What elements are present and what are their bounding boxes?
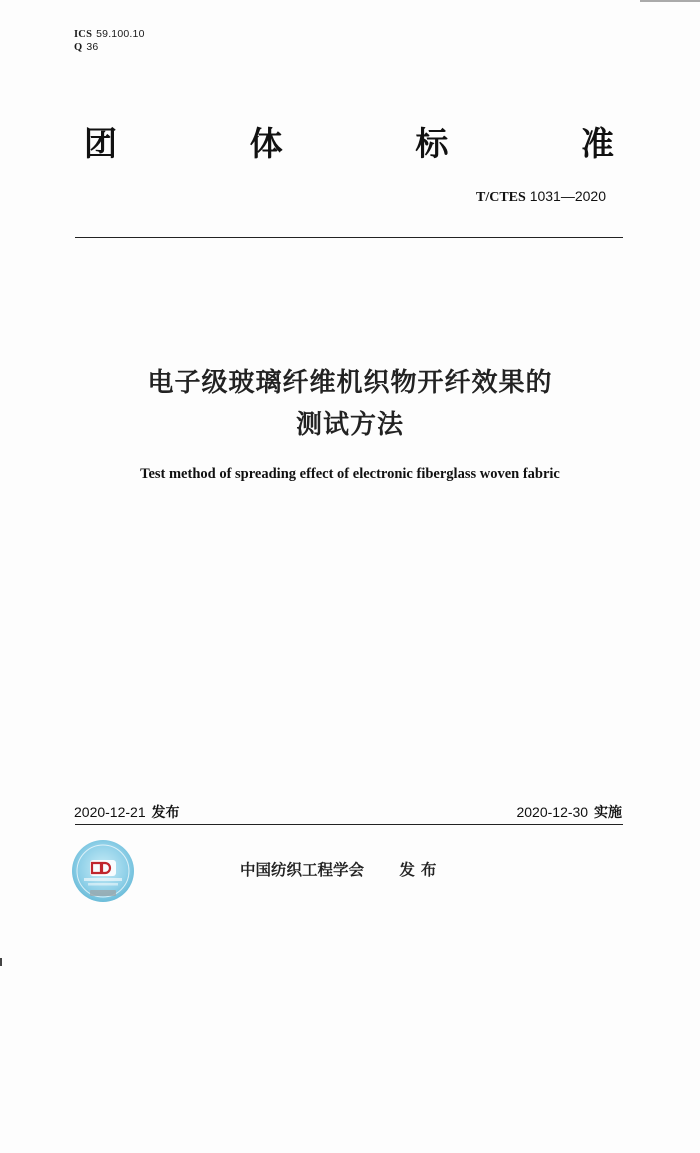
anti-counterfeit-seal-icon (70, 838, 136, 906)
scan-edge-mark (0, 958, 2, 966)
english-title: Test method of spreading effect of electronic fiberglass woven fabric (140, 466, 560, 482)
publisher (240, 858, 442, 880)
implementation-date-value: 2020-12-30 (516, 804, 589, 820)
ccs-label: Q (74, 42, 83, 53)
scan-corner-mark (640, 0, 700, 2)
heading-char-2: 体 (249, 124, 283, 163)
standard-number-prefix: T/CTES (476, 190, 526, 205)
publisher-name: 中国纺织工程学会 (240, 861, 365, 879)
implementation-date-label: 实施 (594, 805, 622, 821)
publisher-action: 发布 (399, 861, 443, 879)
standard-number (476, 188, 606, 206)
issue-date (74, 802, 180, 822)
ics-code (74, 28, 145, 41)
ics-label: ICS (74, 29, 93, 40)
issue-date-label: 发布 (151, 805, 180, 821)
heading-char-1: 团 (84, 124, 117, 163)
heading-char-4: 准 (580, 124, 614, 163)
standard-type-heading (84, 122, 614, 166)
ccs-code (74, 41, 145, 54)
chinese-title-line-1: 电子级玻璃纤维机织物开纤效果的 (147, 368, 553, 398)
ccs-value: 36 (86, 41, 99, 53)
heading-char-3: 标 (415, 124, 449, 163)
implementation-date (516, 802, 622, 822)
ics-value: 59.100.10 (96, 28, 145, 40)
classification-codes (74, 28, 145, 54)
chinese-title (0, 362, 700, 446)
standard-number-code: 1031—2020 (529, 188, 606, 204)
issue-date-value: 2020-12-21 (74, 804, 146, 820)
bottom-divider (75, 824, 623, 825)
top-divider (75, 237, 623, 238)
chinese-title-line-2: 测试方法 (295, 410, 404, 440)
